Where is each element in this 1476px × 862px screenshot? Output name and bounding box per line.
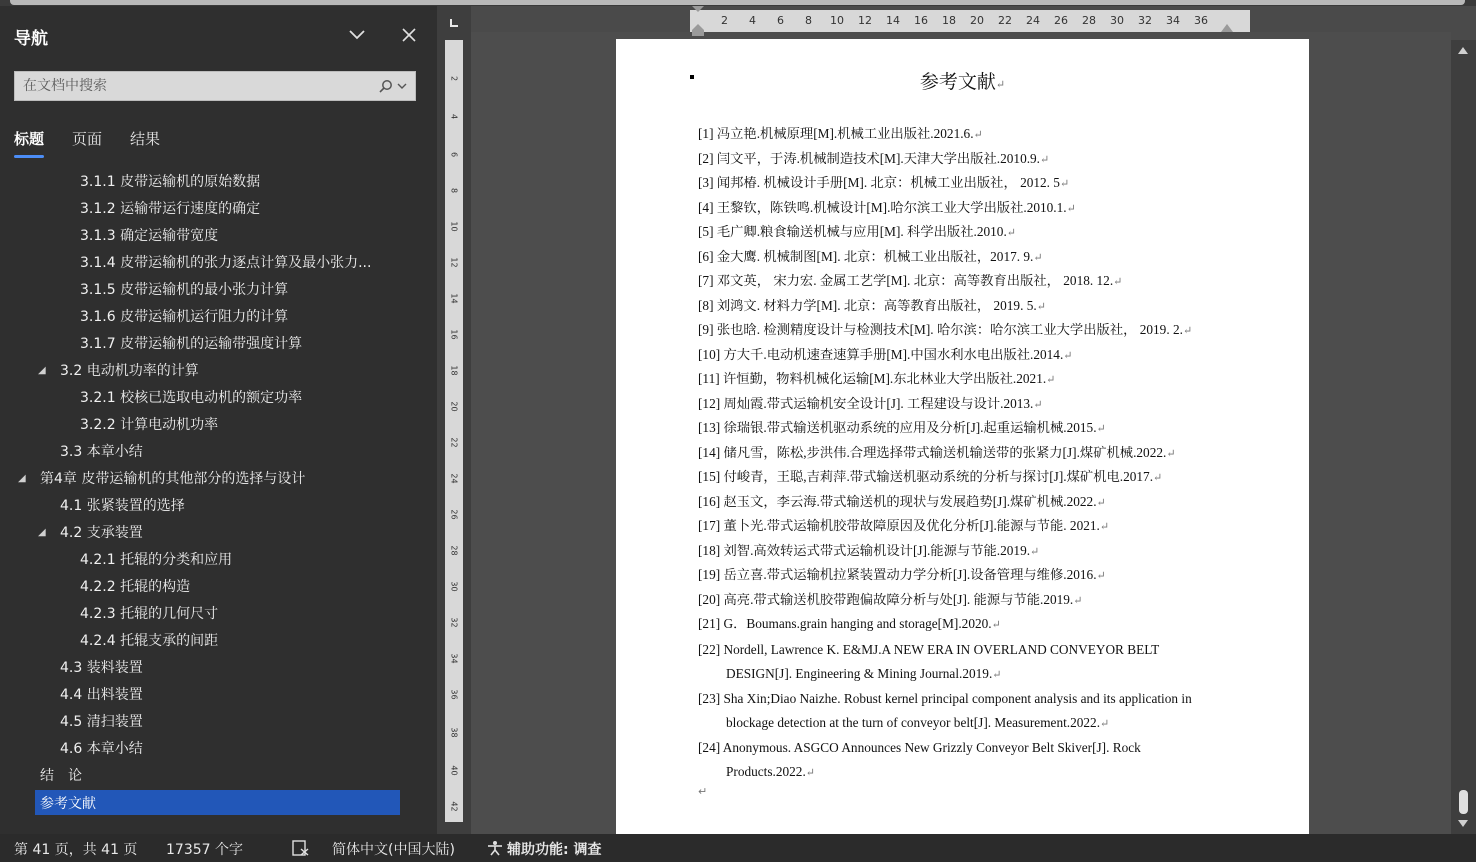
reference-item: [12] 周灿霞.带式运输机安全设计[J]. 工程建设与设计.2013.↵ [698, 396, 1043, 411]
heading-3-1-6[interactable]: 3.1.6 皮带运输机运行阻力的计算 [80, 309, 289, 325]
ruler-tick: 36 [449, 689, 459, 700]
heading-3-2[interactable]: 3.2 电动机功率的计算 [60, 363, 199, 379]
reference-item: [15] 付峻青，王聪,吉莉萍.带式输送机驱动系统的分析与探讨[J].煤矿机电.2017.↵ [698, 469, 1163, 484]
nav-options-button[interactable] [345, 24, 369, 46]
heading-4-2-4[interactable]: 4.2.4 托辊支承的间距 [80, 633, 219, 649]
indent-marker-icon[interactable] [692, 6, 704, 36]
search-box [14, 71, 416, 101]
ruler-tick: 34 [1166, 14, 1180, 27]
ruler-tick: 22 [998, 14, 1012, 27]
vertical-ruler[interactable] [445, 40, 463, 822]
ruler-tick: 12 [449, 257, 459, 268]
top-scrollbar[interactable] [10, 0, 1465, 5]
heading-3-2-1[interactable]: 3.2.1 校核已选取电动机的额定功率 [80, 390, 303, 406]
heading-4-2[interactable]: 4.2 支承装置 [60, 525, 143, 541]
close-icon [402, 28, 416, 42]
reference-item: [14] 储凡雪，陈松,步洪伟.合理选择带式输送机输送带的张紧力[J].煤矿机械.2022.↵ [698, 445, 1176, 460]
word-count[interactable]: 17357 个字 [166, 842, 243, 858]
document-page[interactable] [616, 39, 1309, 834]
ruler-tick: 6 [449, 151, 459, 158]
heading-3-1-2[interactable]: 3.1.2 运输带运行速度的确定 [80, 201, 261, 217]
ruler-tick: 2 [721, 14, 728, 27]
ruler-tick: 26 [1054, 14, 1068, 27]
heading-4-1[interactable]: 4.1 张紧装置的选择 [60, 498, 185, 514]
reference-item: [17] 董卜光.带式运输机胶带故障原因及优化分析[J].能源与节能. 2021.↵ [698, 518, 1110, 533]
ruler-tick: 4 [749, 14, 756, 27]
reference-item: [13] 徐瑞银.带式输送机驱动系统的应用及分析[J].起重运输机械.2015.↵ [698, 420, 1106, 435]
heading-3-1-3[interactable]: 3.1.3 确定运输带宽度 [80, 228, 219, 244]
collapse-triangle-icon: ◢ [38, 526, 46, 538]
paragraph-mark: ↵ [698, 785, 708, 798]
chevron-down-icon [397, 82, 407, 90]
ruler-tick: 4 [449, 113, 459, 120]
proofing-icon [292, 840, 310, 856]
ruler-tick: 10 [830, 14, 844, 27]
reference-item: [8] 刘鸿文. 材料力学[M]. 北京：高等教育出版社， 2019. 5.↵ [698, 298, 1046, 313]
heading-conclusion[interactable]: 结 论 [40, 768, 82, 784]
heading-3-2-2[interactable]: 3.2.2 计算电动机功率 [80, 417, 219, 433]
page-title: 参考文献↵ [919, 72, 1006, 93]
nav-title: 导航 [14, 29, 48, 49]
search-icon [379, 79, 393, 93]
heading-4-2-1[interactable]: 4.2.1 托辊的分类和应用 [80, 552, 233, 568]
nav-close-button[interactable] [397, 24, 421, 46]
reference-item: [23] Sha Xin;Diao Naizhe. Robust kernel principal component analysis and its application in blockage detection at the turn of conveyor belt[J]. Measurement.2022.↵ [698, 691, 1192, 730]
ruler-tick: 12 [858, 14, 872, 27]
reference-item: [9] 张也晗. 检测精度设计与检测技术[M]. 哈尔滨：哈尔滨工业大学出版社， 2019. 2.↵ [698, 322, 1193, 337]
ruler-tick: 40 [449, 765, 459, 776]
heading-3-1-4[interactable]: 3.1.4 皮带运输机的张力逐点计算及最小张力... [80, 255, 372, 271]
scrollbar-thumb[interactable] [1459, 790, 1468, 814]
status-bar [0, 834, 1476, 862]
ruler-tick: 30 [449, 581, 459, 592]
proofing-button[interactable] [292, 840, 310, 860]
reference-item: [10] 方大千.电动机速查速算手册[M].中国水利水电出版社.2014.↵ [698, 347, 1073, 362]
horizontal-ruler[interactable] [690, 10, 1250, 32]
reference-item: [1] 冯立艳.机械原理[M].机械工业出版社.2021.6.↵ [698, 126, 983, 141]
ruler-tick: 14 [886, 14, 900, 27]
navigation-pane [0, 6, 437, 834]
ruler-tick: 6 [777, 14, 784, 27]
accessibility-button[interactable] [486, 840, 504, 860]
reference-item: [24] Anonymous. ASGCO Announces New Grizzly Conveyor Belt Skiver[J]. Rock Products.2022.↵ [698, 740, 1141, 779]
heading-3-1-7[interactable]: 3.1.7 皮带运输机的运输带强度计算 [80, 336, 303, 352]
scroll-down-icon[interactable] [1458, 820, 1468, 828]
heading-4-2-3[interactable]: 4.2.3 托辊的几何尺寸 [80, 606, 219, 622]
ruler-tick: 16 [449, 329, 459, 340]
reference-item: [20] 高亮.带式输送机胶带跑偏故障分析与处[J]. 能源与节能.2019.↵ [698, 592, 1083, 607]
ruler-tick: 32 [449, 617, 459, 628]
vertical-scrollbar[interactable] [1451, 40, 1476, 834]
ruler-tick: 24 [449, 473, 459, 484]
reference-item: [5] 毛广卿.粮食输送机械与应用[M]. 科学出版社.2010.↵ [698, 224, 1016, 239]
heading-3-3[interactable]: 3.3 本章小结 [60, 444, 143, 460]
chevron-down-icon [348, 29, 366, 41]
heading-4-3[interactable]: 4.3 装料装置 [60, 660, 143, 676]
reference-item: [19] 岳立喜.带式运输机拉紧装置动力学分析[J].设备管理与维修.2016.↵ [698, 567, 1106, 582]
heading-4-2-2[interactable]: 4.2.2 托辊的构造 [80, 579, 191, 595]
ruler-tick: 22 [449, 437, 459, 448]
ruler-tick: 18 [942, 14, 956, 27]
ruler-tick: 2 [449, 75, 459, 82]
ruler-tick: 36 [1194, 14, 1208, 27]
collapse-triangle-icon: ◢ [38, 364, 46, 376]
ruler-tick: 34 [449, 653, 459, 664]
tab-stop-selector[interactable] [445, 14, 463, 32]
heading-chapter-4[interactable]: 第4章 皮带运输机的其他部分的选择与设计 [40, 471, 306, 487]
right-indent-marker-icon[interactable] [1221, 22, 1233, 32]
ruler-tick: 28 [449, 545, 459, 556]
tab-pages[interactable]: 页面 [72, 130, 103, 148]
scroll-up-icon[interactable] [1458, 46, 1468, 54]
tab-headings[interactable]: 标题 [14, 128, 44, 158]
accessibility-status[interactable]: 辅助功能: 调查 [507, 842, 602, 858]
language-indicator[interactable]: 简体中文(中国大陆) [332, 842, 455, 858]
reference-item: [18] 刘智.高效转运式带式运输机设计[J].能源与节能.2019.↵ [698, 543, 1040, 558]
ruler-tick: 26 [449, 509, 459, 520]
ruler-tick: 24 [1026, 14, 1040, 27]
tab-stop-icon [449, 18, 459, 28]
ruler-tick: 42 [449, 801, 459, 812]
ruler-tick: 30 [1110, 14, 1124, 27]
paragraph-mark: ↵ [995, 79, 1006, 91]
ruler-tick: 20 [449, 401, 459, 412]
ruler-tick: 38 [449, 727, 459, 738]
ruler-tick: 16 [914, 14, 928, 27]
nav-tabs [14, 128, 188, 164]
page-count[interactable]: 第 41 页，共 41 页 [14, 842, 138, 858]
search-input[interactable] [15, 72, 375, 100]
ruler-tick: 32 [1138, 14, 1152, 27]
reference-item: [6] 金大鹰. 机械制图[M]. 北京：机械工业出版社，2017. 9.↵ [698, 249, 1043, 264]
ruler-tick: 28 [1082, 14, 1096, 27]
reference-item: [16] 赵玉文，李云海.带式输送机的现状与发展趋势[J].煤矿机械.2022.↵ [698, 494, 1106, 509]
ruler-tick: 18 [449, 365, 459, 376]
heading-4-5[interactable]: 4.5 清扫装置 [60, 714, 143, 730]
heading-references[interactable]: 参考文献 [35, 790, 400, 815]
heading-3-1-5[interactable]: 3.1.5 皮带运输机的最小张力计算 [80, 282, 289, 298]
heading-4-4[interactable]: 4.4 出料装置 [60, 687, 143, 703]
search-dropdown-button[interactable] [379, 76, 407, 96]
reference-item: [4] 王黎钦，陈铁鸣.机械设计[M].哈尔滨工业大学出版社.2010.1.↵ [698, 200, 1076, 215]
accessibility-icon [486, 840, 504, 856]
ruler-tick: 10 [449, 221, 459, 232]
ruler-tick: 20 [970, 14, 984, 27]
reference-item: [3] 闻邦椿. 机械设计手册[M]. 北京：机械工业出版社， 2012. 5↵ [698, 175, 1070, 190]
reference-item: [11] 许恒勤，物料机械化运输[M].东北林业大学出版社.2021.↵ [698, 371, 1056, 386]
tab-results[interactable]: 结果 [130, 130, 161, 148]
ruler-tick: 8 [449, 187, 459, 194]
heading-3-1-1[interactable]: 3.1.1 皮带运输机的原始数据 [80, 174, 261, 190]
collapse-triangle-icon: ◢ [18, 472, 26, 484]
reference-item: [22] Nordell, Lawrence K. E&MJ.A NEW ERA IN OVERLAND CONVEYOR BELT DESIGN[J]. Engineering & Mining Journal.2019.↵ [698, 642, 1160, 681]
ruler-tick: 8 [805, 14, 812, 27]
ruler-tick: 14 [449, 293, 459, 304]
reference-item: [21] G．Boumans.grain hanging and storage[M].2020.↵ [698, 616, 1001, 631]
heading-4-6[interactable]: 4.6 本章小结 [60, 741, 143, 757]
reference-item: [2] 闫文平，于涛.机械制造技术[M].天津大学出版社.2010.9.↵ [698, 151, 1050, 166]
reference-item: [7] 邓文英， 宋力宏. 金属工艺学[M]. 北京：高等教育出版社， 2018. 12.↵ [698, 273, 1123, 288]
